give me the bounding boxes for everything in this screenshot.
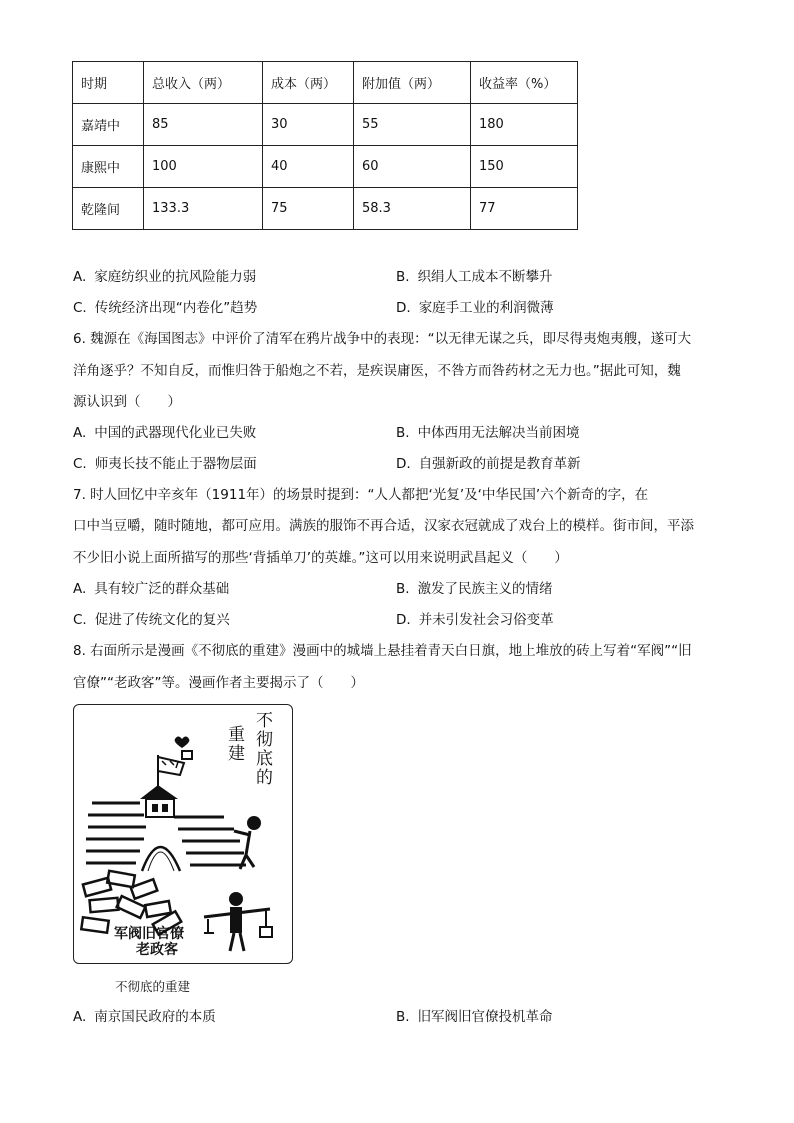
option-text: 织绢人工成本不断攀升 xyxy=(417,269,553,285)
option-label: B. xyxy=(396,1009,410,1025)
table-cell: 75 xyxy=(263,188,354,230)
cartoon-caption: 不彻底的重建 xyxy=(115,979,191,994)
option-text: 自强新政的前提是教育革新 xyxy=(418,456,581,472)
option-text: 中国的武器现代化业已失败 xyxy=(94,425,257,441)
option-label: A. xyxy=(73,581,87,597)
option-label: A. xyxy=(73,1009,87,1025)
q8-option-b[interactable] xyxy=(396,1007,553,1027)
q5-option-d[interactable] xyxy=(396,298,554,318)
table-cell: 133.3 xyxy=(144,188,263,230)
table-header-cell: 附加值（两） xyxy=(354,62,471,104)
table-header-cell: 收益率（%） xyxy=(471,62,578,104)
option-text: 并未引发社会习俗变革 xyxy=(418,612,554,628)
option-text: 师夷长技不能止于器物层面 xyxy=(94,456,257,472)
table-cell: 85 xyxy=(144,104,263,146)
q6-option-d[interactable] xyxy=(396,454,581,474)
table-header-cell: 总收入（两） xyxy=(144,62,263,104)
option-label: B. xyxy=(396,269,410,285)
table-row xyxy=(73,146,578,188)
q6-option-a[interactable] xyxy=(73,423,256,443)
option-text: 激发了民族主义的情绪 xyxy=(417,581,553,597)
q6-option-b[interactable] xyxy=(396,423,580,443)
cartoon-title: 不彻底的 xyxy=(252,711,272,787)
heart-mark-icon xyxy=(175,737,192,760)
option-label: C. xyxy=(73,612,87,628)
option-label: A. xyxy=(73,425,87,441)
option-label: D. xyxy=(396,456,411,472)
option-label: D. xyxy=(396,300,411,316)
cartoon-image xyxy=(73,704,293,964)
table-header-row xyxy=(73,62,578,104)
table-header-cell: 时期 xyxy=(73,62,144,104)
table-cell: 康熙中 xyxy=(73,146,144,188)
table-row xyxy=(73,188,578,230)
q7-option-b[interactable] xyxy=(396,579,553,599)
option-text: 南京国民政府的本质 xyxy=(94,1009,216,1025)
option-label: B. xyxy=(396,425,410,441)
table-cell: 58.3 xyxy=(354,188,471,230)
porter-figure-icon xyxy=(204,892,272,951)
option-text: 传统经济出现“内卷化”趋势 xyxy=(94,300,258,316)
table-cell: 150 xyxy=(471,146,578,188)
cartoon-brick-label: 军阀旧官僚 xyxy=(114,926,184,942)
option-label: B. xyxy=(396,581,410,597)
option-text: 促进了传统文化的复兴 xyxy=(94,612,230,628)
option-text: 具有较广泛的群众基础 xyxy=(94,581,230,597)
option-label: D. xyxy=(396,612,411,628)
q6-stem-line: 6. 魏源在《海国图志》中评价了清军在鸦片战争中的表现：“以无律无谋之兵，即尽得夷炮夷艘，遂可大 xyxy=(73,331,692,347)
table-row xyxy=(73,104,578,146)
table-cell: 55 xyxy=(354,104,471,146)
table-cell: 60 xyxy=(354,146,471,188)
q7-option-d[interactable] xyxy=(396,610,554,630)
table-cell: 77 xyxy=(471,188,578,230)
table-cell: 40 xyxy=(263,146,354,188)
table-header-cell: 成本（两） xyxy=(263,62,354,104)
q7-stem-line: 口中当豆嚼，随时随地，都可应用。满族的服饰不再合适，汉家衣冠就成了戏台上的模样。街市间，平添 xyxy=(73,518,694,534)
table-cell: 嘉靖中 xyxy=(73,104,144,146)
option-label: C. xyxy=(73,456,87,472)
table-cell: 乾隆间 xyxy=(73,188,144,230)
table-cell: 100 xyxy=(144,146,263,188)
cartoon-brick-label: 老政客 xyxy=(136,942,178,958)
q6-option-c[interactable] xyxy=(73,454,257,474)
q7-option-c[interactable] xyxy=(73,610,230,630)
data-table xyxy=(72,61,578,230)
q6-stem-line: 源认识到（ ） xyxy=(73,394,181,410)
q7-option-a[interactable] xyxy=(73,579,229,599)
table-cell: 180 xyxy=(471,104,578,146)
q7-stem-line: 7. 时人回忆中辛亥年（1911年）的场景时提到：“人人都把‘光复’及‘中华民国’六个新奇的字，在 xyxy=(73,487,649,503)
q6-stem-line: 洋角逐乎？不知自反，而惟归咎于船炮之不若，是疾误庸医，不咎方而咎药材之无力也。”据此可知，魏 xyxy=(73,363,681,379)
option-label: C. xyxy=(73,300,87,316)
option-text: 家庭手工业的利润微薄 xyxy=(418,300,554,316)
q8-stem-line: 官僚”“老政客”等。漫画作者主要揭示了（ ） xyxy=(73,675,364,691)
q7-stem-line: 不少旧小说上面所描写的那些‘背插单刀’的英雄。”这可以用来说明武昌起义（ ） xyxy=(73,550,568,566)
option-text: 旧军阀旧官僚投机革命 xyxy=(417,1009,553,1025)
q5-option-c[interactable] xyxy=(73,298,257,318)
q8-stem-line: 8. 右面所示是漫画《不彻底的重建》漫画中的城墙上悬挂着青天白日旗，地上堆放的砖上写着“军阀”“旧 xyxy=(73,643,692,659)
table-cell: 30 xyxy=(263,104,354,146)
q5-option-b[interactable] xyxy=(396,267,553,287)
gate-tower-icon xyxy=(140,785,178,817)
q5-option-a[interactable] xyxy=(73,267,256,287)
flag-icon xyxy=(158,755,184,793)
q8-option-a[interactable] xyxy=(73,1007,216,1027)
cartoon-title: 重建 xyxy=(224,725,244,763)
option-label: A. xyxy=(73,269,87,285)
option-text: 家庭纺织业的抗风险能力弱 xyxy=(94,269,257,285)
option-text: 中体西用无法解决当前困境 xyxy=(417,425,580,441)
